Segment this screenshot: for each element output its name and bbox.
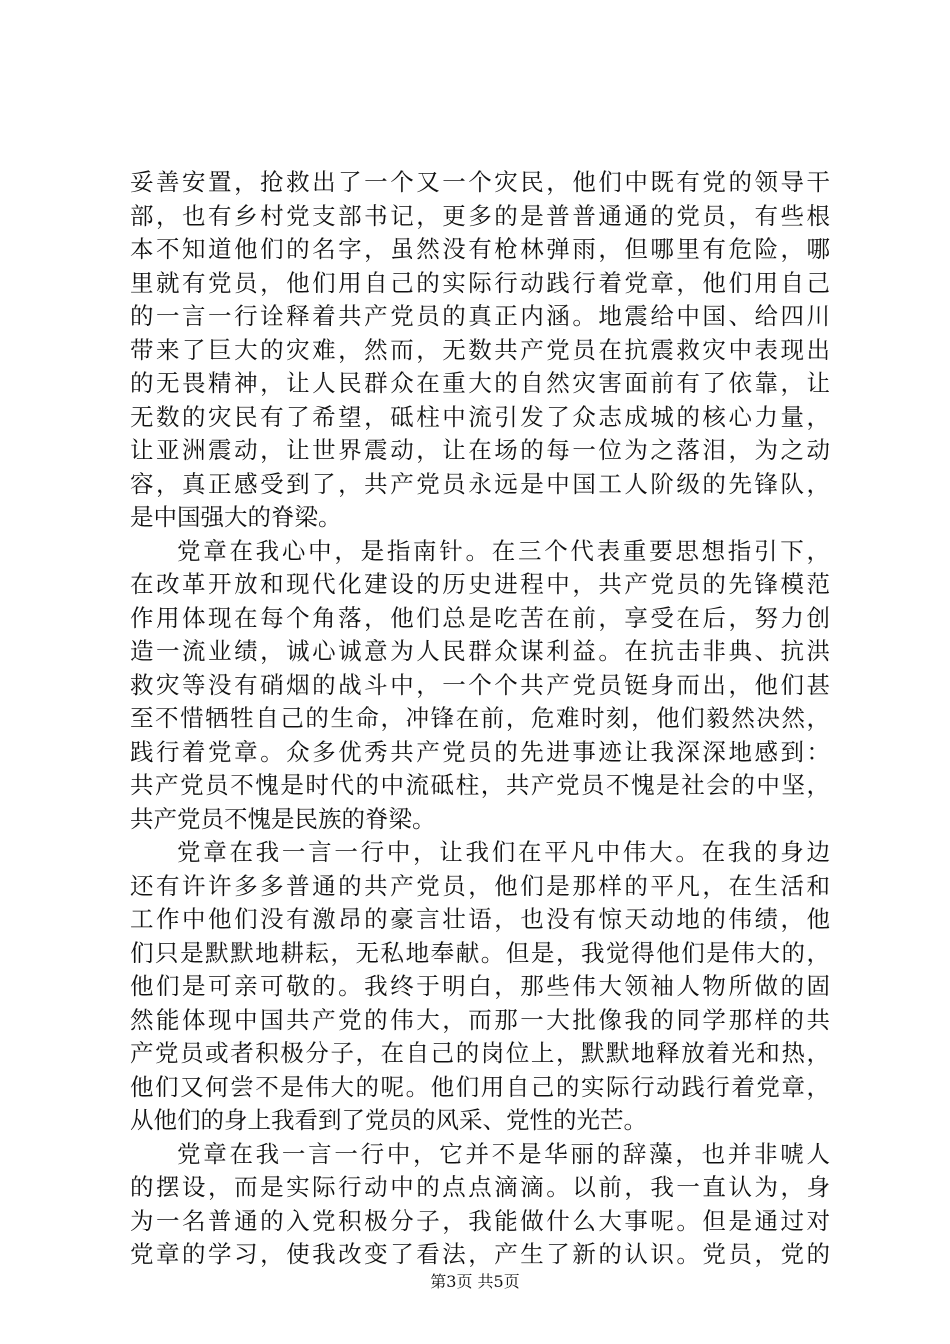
paragraph-first-line: 党章在我一言一行中，让我们在平凡中伟大。在我的身边 <box>177 838 830 866</box>
text-line: 的摆设，而是实际行动中的点点滴滴。以前，我一直认为，身 <box>130 1173 830 1201</box>
body-text <box>130 166 830 1272</box>
text-line: 他们又何尝不是伟大的呢。他们用自己的实际行动践行着党章， <box>130 1072 830 1101</box>
text-line: 然能体现中国共产党的伟大，而那一大批像我的同学那样的共 <box>130 1005 830 1034</box>
text-line: 容，真正感受到了，共产党员永远是中国工人阶级的先锋队， <box>130 469 830 498</box>
paragraph-first-line: 党章在我一言一行中，它并不是华丽的辞藻，也并非唬人 <box>177 1139 830 1168</box>
text-line: 让亚洲震动，让世界震动，让在场的每一位为之落泪，为之动 <box>130 436 830 464</box>
paragraph-first-line: 党章在我心中，是指南针。在三个代表重要思想指引下， <box>177 536 830 565</box>
text-line: 带来了巨大的灾难，然而，无数共产党员在抗震救灾中表现出 <box>130 335 830 364</box>
text-line: 妥善安置，抢救出了一个又一个灾民，他们中既有党的领导干 <box>130 168 830 196</box>
text-line: 的一言一行诠释着共产党员的真正内涵。地震给中国、给四川 <box>130 302 830 330</box>
text-line: 至不惜牺牲自己的生命，冲锋在前，危难时刻，他们毅然决然， <box>130 704 830 732</box>
text-line: 为一名普通的入党积极分子，我能做什么大事呢。但是通过对 <box>130 1206 830 1235</box>
text-line: 造一流业绩，诚心诚意为人民群众谋利益。在抗击非典、抗洪 <box>130 637 830 665</box>
text-line: 是中国强大的脊梁。 <box>130 503 342 531</box>
text-line: 产党员或者积极分子，在自己的岗位上，默默地释放着光和热， <box>130 1039 830 1067</box>
text-line: 无数的灾民有了希望，砥柱中流引发了众志成城的核心力量， <box>130 402 830 431</box>
text-line: 作用体现在每个角落，他们总是吃苦在前，享受在后，努力创 <box>130 603 830 632</box>
text-line: 部，也有乡村党支部书记，更多的是普普通通的党员，有些根 <box>130 201 830 230</box>
text-line: 共产党员不愧是民族的脊梁。 <box>130 804 436 833</box>
text-line: 救灾等没有硝烟的战斗中，一个个共产党员铤身而出，他们甚 <box>130 670 830 699</box>
text-line: 共产党员不愧是时代的中流砥柱，共产党员不愧是社会的中坚， <box>130 771 830 799</box>
text-line: 本不知道他们的名字，虽然没有枪林弹雨，但哪里有危险，哪 <box>130 235 830 263</box>
text-line: 里就有党员，他们用自己的实际行动践行着党章，他们用自己 <box>130 268 830 297</box>
text-line: 工作中他们没有激昂的豪言壮语，也没有惊天动地的伟绩，他 <box>130 905 830 933</box>
text-line: 从他们的身上我看到了党员的风采、党性的光芒。 <box>130 1106 647 1134</box>
page-number-footer: 第3页 共5页 <box>430 1272 520 1291</box>
text-line: 践行着党章。众多优秀共产党员的先进事迹让我深深地感到： <box>130 737 830 766</box>
text-line: 还有许许多多普通的共产党员，他们是那样的平凡，在生活和 <box>130 871 830 900</box>
text-line: 们只是默默地耕耘，无私地奉献。但是，我觉得他们是伟大的， <box>130 938 830 967</box>
text-line: 党章的学习，使我改变了看法，产生了新的认识。党员，党的 <box>130 1240 830 1268</box>
text-line: 他们是可亲可敬的。我终于明白，那些伟大领袖人物所做的固 <box>130 972 830 1000</box>
text-line: 在改革开放和现代化建设的历史进程中，共产党员的先锋模范 <box>130 570 830 598</box>
text-line: 的无畏精神，让人民群众在重大的自然灾害面前有了依靠，让 <box>130 369 830 397</box>
